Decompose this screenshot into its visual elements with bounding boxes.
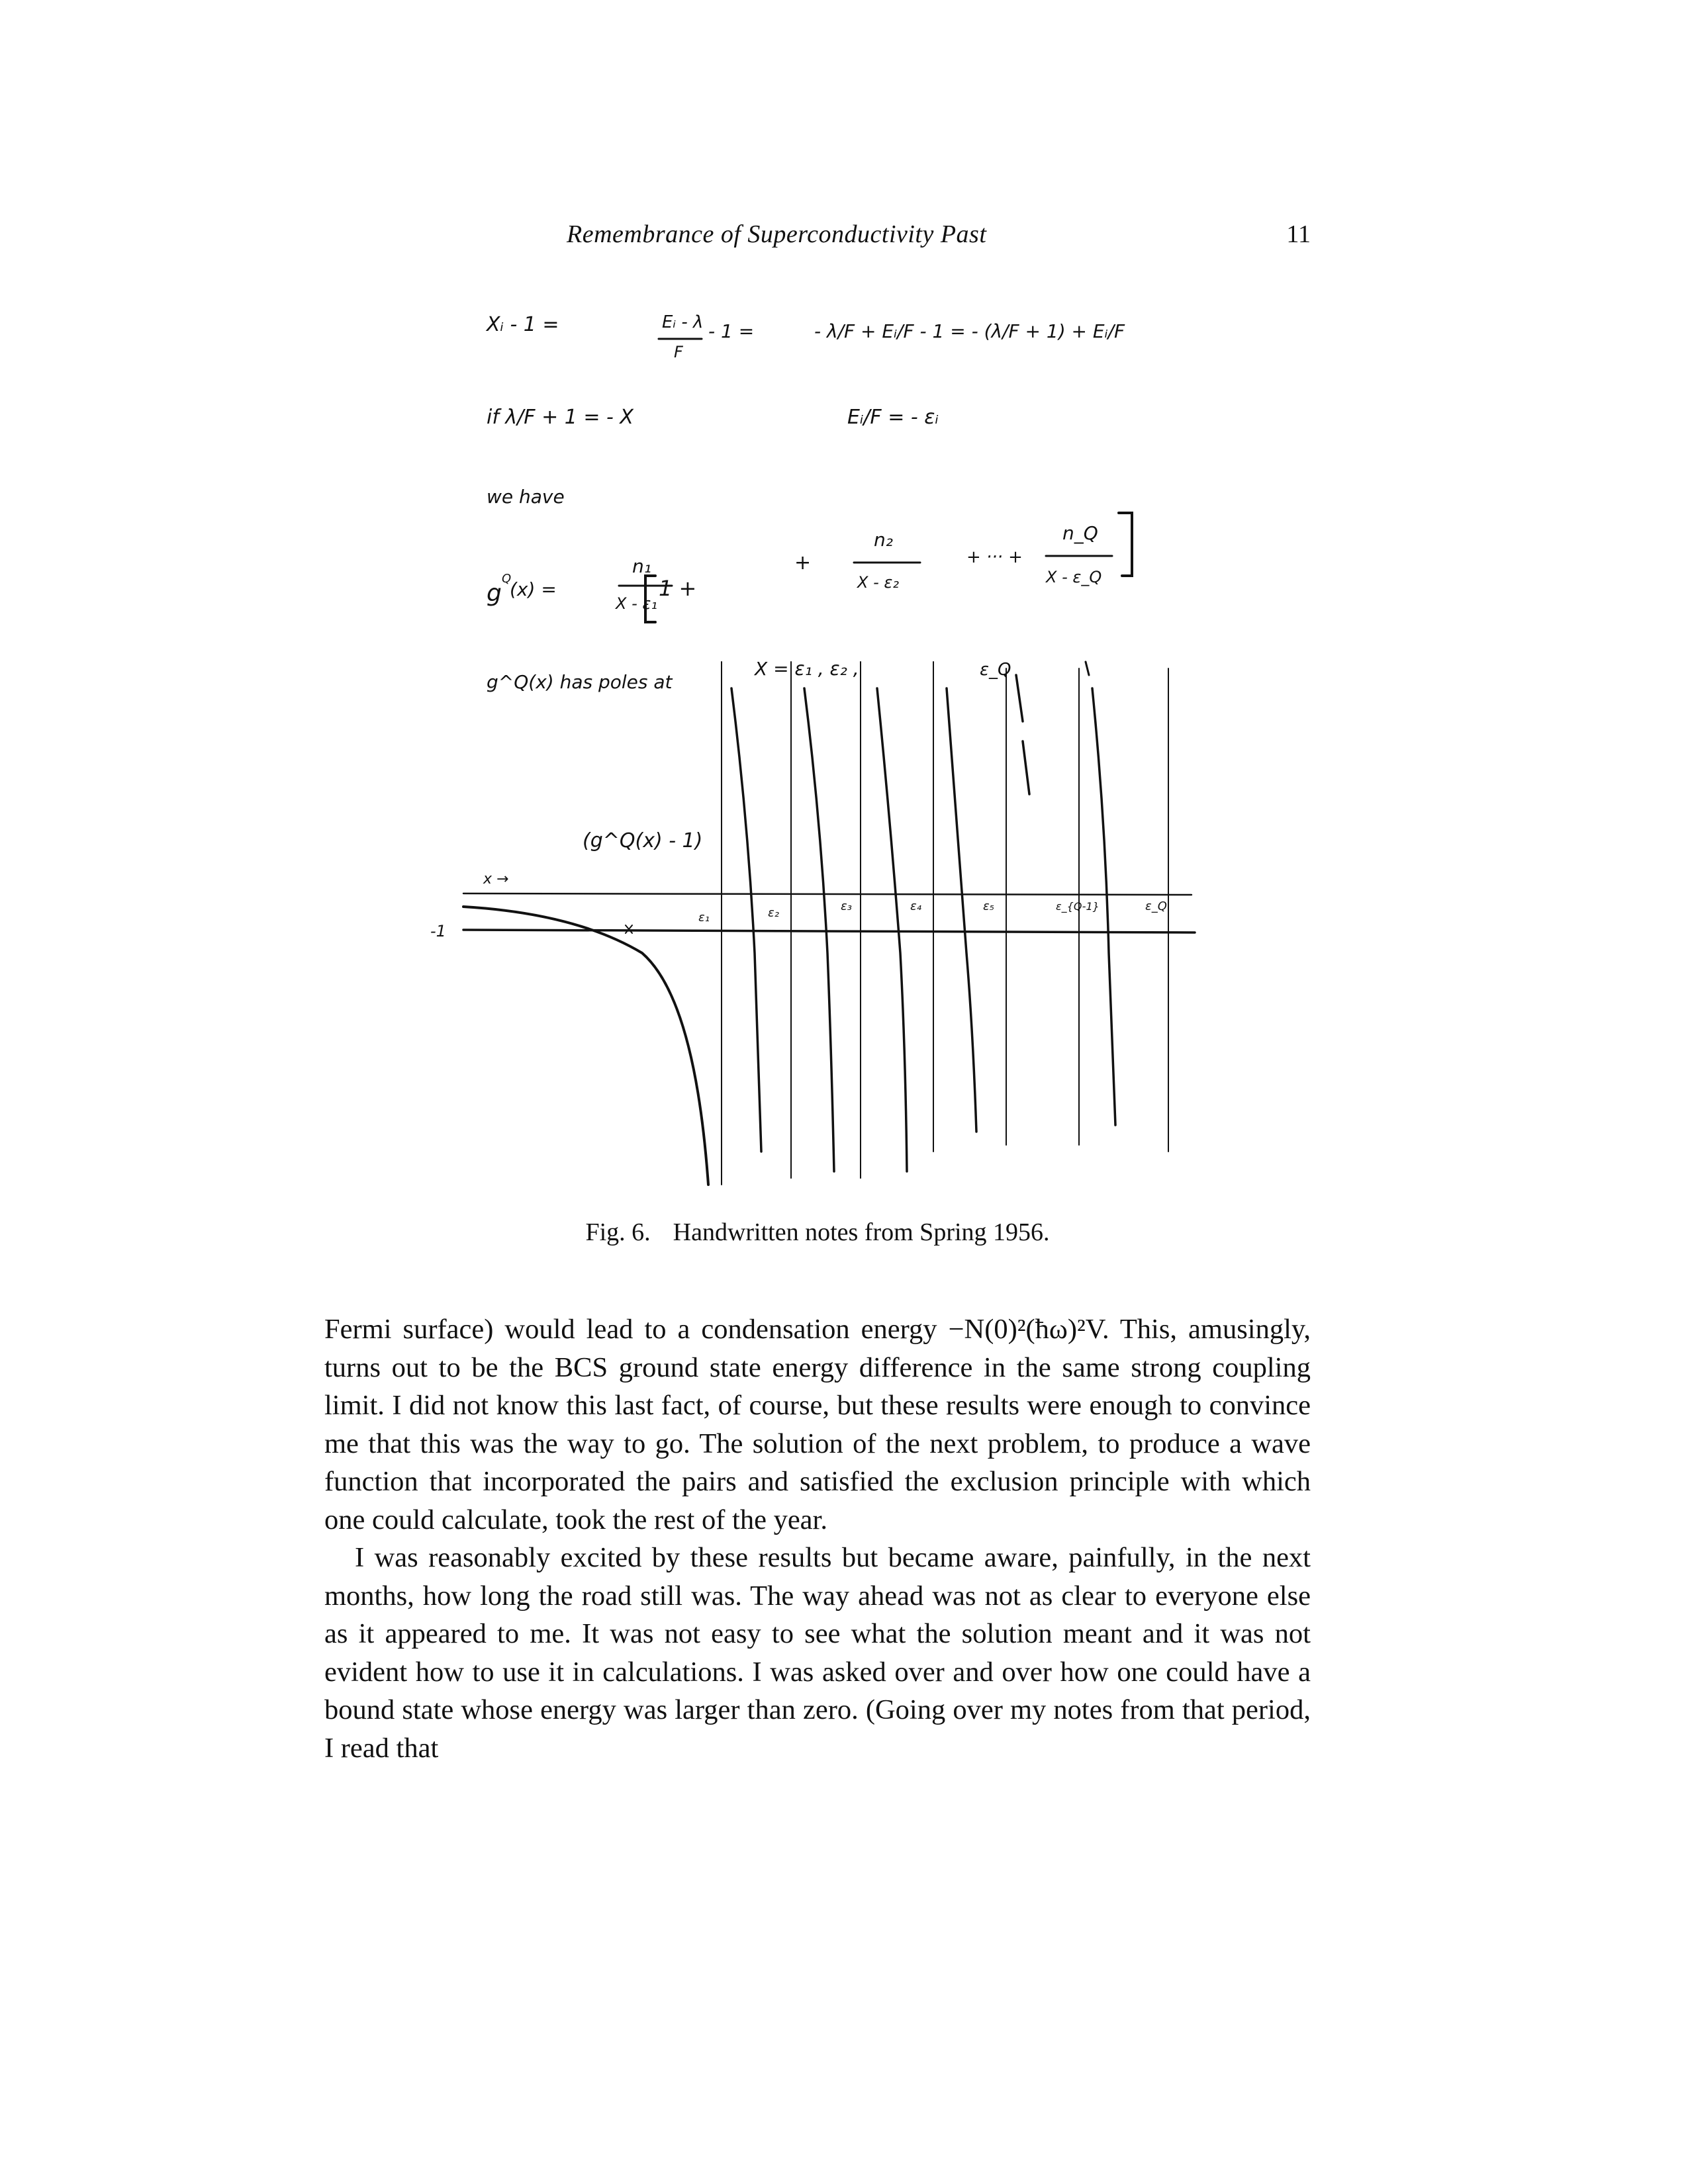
hw-minus-one: -1 — [430, 922, 446, 940]
paragraph: Fermi surface) would lead to a condensation energy −N(0)²(ħω)²V. This, amusingly, turns out to be the BCS ground state energy difference in the same strong coupling limit. I did not know this last fact, of course, but these results were enough to convince me that this was the way to go. The solution of the next problem, to produce a wave function that incorporated the pairs and satisfied the exclusion principle with which one could calculate, took the rest of the year. — [324, 1314, 1311, 1535]
curve-branch — [1086, 662, 1089, 675]
minus-one-line — [463, 930, 1195, 933]
curve-branch — [877, 688, 907, 1171]
curve-branch — [947, 688, 976, 1132]
hw-x-axis: x → — [483, 871, 509, 887]
curve-branch — [804, 688, 834, 1171]
crossing-mark — [626, 925, 632, 933]
hw-nq: n_Q — [1062, 522, 1098, 544]
hw-gq-arg: (x) = — [510, 578, 557, 600]
handwritten-notes-figure — [424, 291, 1198, 1205]
hw-eps4: ε₄ — [910, 899, 921, 913]
hw-d1: X - ε₁ — [616, 594, 657, 613]
page-header — [324, 220, 1311, 259]
hw-eps1: ε₁ — [698, 911, 710, 925]
hw-dq: X - ε_Q — [1046, 568, 1102, 586]
hw-eps2: ε₂ — [768, 906, 779, 920]
x-axis-line — [463, 893, 1192, 895]
hw-line2-left: if λ/F + 1 = - X — [487, 406, 633, 429]
hw-graph-fn: (g^Q(x) - 1) — [583, 829, 703, 852]
hw-dots: + ··· + — [966, 547, 1023, 567]
hw-gq-sup: Q — [502, 572, 512, 586]
curve-branch — [1016, 675, 1029, 794]
running-title: Remembrance of Superconductivity Past — [567, 220, 987, 248]
figure-caption-text: Handwritten notes from Spring 1956. — [673, 1218, 1050, 1246]
hw-line2-right: Eᵢ/F = - εᵢ — [847, 406, 939, 429]
hw-eps-q: ε_Q — [1145, 899, 1167, 913]
handwritten-notes-drawing — [424, 291, 1198, 1205]
hw-we-have: we have — [487, 486, 565, 508]
right-bracket — [1119, 513, 1132, 576]
hw-line1-lhs: Xᵢ - 1 = — [487, 313, 559, 336]
hw-poles-values: X = ε₁ , ε₂ , — [755, 658, 859, 680]
hw-plus: + — [794, 551, 812, 574]
hw-poles-text: g^Q(x) has poles at — [487, 671, 673, 693]
curve-branch — [463, 907, 708, 1185]
figure-caption — [324, 1218, 1311, 1247]
hw-eps-q1: ε_{Q-1} — [1056, 900, 1100, 913]
body-text — [324, 1310, 1311, 1767]
hw-d2: X - ε₂ — [857, 573, 899, 592]
paragraph: I was reasonably excited by these results but became aware, painfully, in the next months, how long the road still was. The way ahead was not as clear to everyone else as it appeared to me. It was not easy to see what the solution meant and it was not evident how to use it in calculations. I was asked over and over how one could have a bound state whose energy was larger than zero. (Going over my notes from that period, I read that — [324, 1542, 1311, 1764]
hw-n2: n₂ — [874, 529, 893, 551]
hw-gq: g — [487, 580, 502, 607]
page-number: 11 — [1286, 220, 1311, 248]
hw-line1-den: F — [674, 343, 683, 361]
curve-branch — [731, 688, 761, 1152]
hw-n1: n₁ — [632, 555, 651, 577]
hw-bracket-one: 1 + — [659, 576, 697, 601]
hw-eps5: ε₅ — [983, 899, 994, 913]
hw-line1-num: Eᵢ - λ — [662, 312, 704, 332]
hw-line1-rest1: - 1 = — [708, 320, 755, 342]
hw-line1-rest2: - λ/F + Eᵢ/F - 1 = - (λ/F + 1) + Eᵢ/F — [814, 320, 1125, 342]
figure-label: Fig. 6. — [585, 1218, 651, 1246]
hw-eps3: ε₃ — [841, 899, 852, 913]
hw-poles-last: ε_Q — [980, 660, 1011, 680]
